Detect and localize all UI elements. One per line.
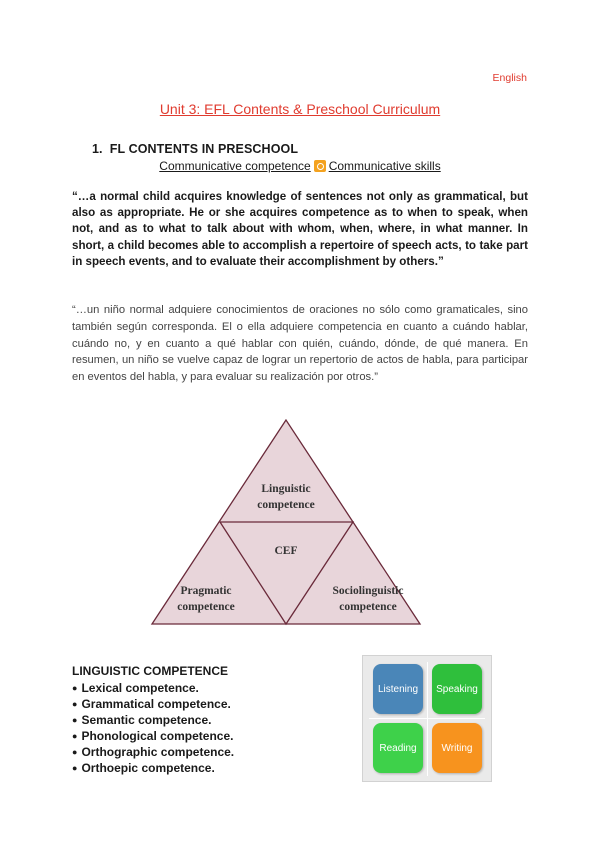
communicative-competence-term: Communicative competence <box>159 159 311 173</box>
spanish-quote: “…un niño normal adquiere conocimientos de oraciones no sólo como gramaticales, sino también según corresponda. El o ella adquiere competencia en cuanto a cuándo hablar, cuándo no, y en cuanto a qué hablar con quién, cuándo, dónde, de qué manera. En resumen, un niño se vuelve capaz de lograr un repertorio de actos de habla, para participar en eventos del habla, y para evaluar su realización por otros.” <box>72 304 528 384</box>
sociolinguistic-label-2: competence <box>339 601 397 613</box>
english-quote: “…a normal child acquires knowledge of sentences not only as grammatical, but also as appropriate. He or she acquires competence as to when to speak, when not, and as to what to talk about with whom, when, where, in what manner. In short, a child becomes able to accomplish a repertoire of speech acts, to take part in speech events, and to evaluate their accomplishment by others.” <box>72 190 528 268</box>
pragmatic-label-1: Pragmatic <box>180 585 232 597</box>
list-item: ● Grammatical competence. <box>72 696 234 712</box>
language-label: English <box>492 72 527 84</box>
cef-label: CEF <box>274 545 298 557</box>
communicative-skills-term: Communicative skills <box>328 159 441 173</box>
competence-skills-line <box>0 159 600 173</box>
page-title: Unit 3: EFL Contents & Preschool Curriculum <box>159 101 441 117</box>
skill-tile-speaking: Speaking <box>432 664 482 714</box>
section-number: 1. <box>92 142 103 156</box>
linguistic-competence-heading: LINGUISTIC COMPETENCE <box>72 664 229 678</box>
grid-divider-vertical <box>427 662 428 776</box>
linguistic-label-2: competence <box>257 499 315 511</box>
list-item: ● Orthoepic competence. <box>72 760 234 776</box>
skill-tile-writing: Writing <box>432 723 482 773</box>
section-heading-text: FL CONTENTS IN PRESCHOOL <box>109 142 299 156</box>
cef-triangle-diagram <box>150 418 450 626</box>
list-item: ● Lexical competence. <box>72 680 234 696</box>
skill-tile-reading: Reading <box>373 723 423 773</box>
linguistic-competence-list <box>72 680 234 776</box>
list-item: ● Orthographic competence. <box>72 744 234 760</box>
sociolinguistic-label-1: Sociolinguistic <box>332 585 404 597</box>
linguistic-label-1: Linguistic <box>261 483 311 495</box>
list-item: ● Phonological competence. <box>72 728 234 744</box>
pragmatic-label-2: competence <box>177 601 235 613</box>
list-item: ● Semantic competence. <box>72 712 234 728</box>
grid-divider-horizontal <box>369 718 485 719</box>
communicative-skills-grid <box>362 655 492 782</box>
skill-tile-listening: Listening <box>373 664 423 714</box>
section-heading <box>92 142 298 156</box>
swap-arrows-icon <box>314 160 326 172</box>
